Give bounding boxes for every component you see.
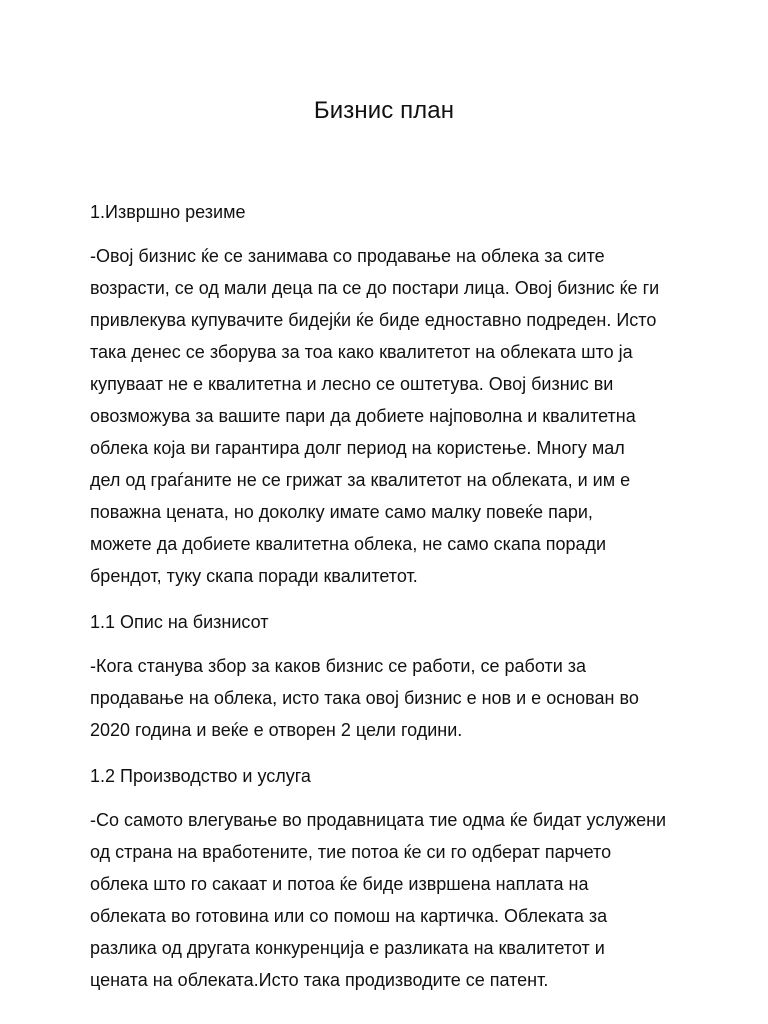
text-line: разлика од другата конкуренција е разликата на квалитетот и (90, 938, 605, 958)
text-line: овозможува за вашите пари да добиете најповолна и квалитетна (90, 406, 636, 426)
section-heading: 1.2 Производство и услуга (90, 766, 311, 786)
text-line: возрасти, се од мали деца па се до постари лица. Овој бизнис ќе ги (90, 278, 660, 298)
section-heading: 1.1 Опис на бизнисот (90, 612, 269, 632)
text-line: -Кога станува збор за каков бизнис се работи, се работи за (90, 656, 587, 676)
text-line: цената на облеката.Исто така продизводите се патент. (90, 970, 549, 990)
text-line: брендот, туку скапа поради квалитетот. (90, 566, 418, 586)
text-line: 2020 година и веќе е отворен 2 цели години. (90, 720, 463, 740)
text-line: од страна на вработените, тие потоа ќе си го одберат парчето (90, 842, 612, 862)
text-line: облеката во готовина или со помош на картичка. Облеката за (90, 906, 608, 926)
text-line: поважна цената, но доколку имате само малку повеќе пари, (90, 502, 593, 522)
section-paragraph (90, 804, 730, 996)
text-line: облека што го сакаат и потоа ќе биде извршена наплата на (90, 874, 589, 894)
document-body (90, 196, 730, 1010)
section-heading: 1.Извршно резиме (90, 202, 246, 222)
text-line: привлекува купувачите бидејќи ќе биде едноставно подреден. Исто (90, 310, 657, 330)
section-business-description (90, 606, 730, 746)
text-line: -Овој бизнис ќе се занимава со продавање на облека за сите (90, 246, 605, 266)
text-line: -Со самото влегување во продавницата тие одма ќе бидат услужени (90, 810, 667, 830)
document-title: Бизнис план (313, 97, 455, 124)
section-executive-summary (90, 196, 730, 592)
text-line: продавање на облека, исто така овој бизнис е нов и е основан во (90, 688, 639, 708)
text-line: дел од граѓаните не се грижат за квалитетот на облеката, и им е (90, 470, 631, 490)
text-line: купуваат не е квалитетна и лесно се оштетува. Овој бизнис ви (90, 374, 614, 394)
text-line: можете да добиете квалитетна облека, не само скапа поради (90, 534, 607, 554)
section-paragraph (90, 240, 730, 592)
section-paragraph (90, 650, 730, 746)
text-line: така денес се зборува за тоа како квалитетот на облеката што ја (90, 342, 633, 362)
text-line: облека која ви гарантира долг период на користење. Многу мал (90, 438, 625, 458)
section-production-service (90, 760, 730, 996)
